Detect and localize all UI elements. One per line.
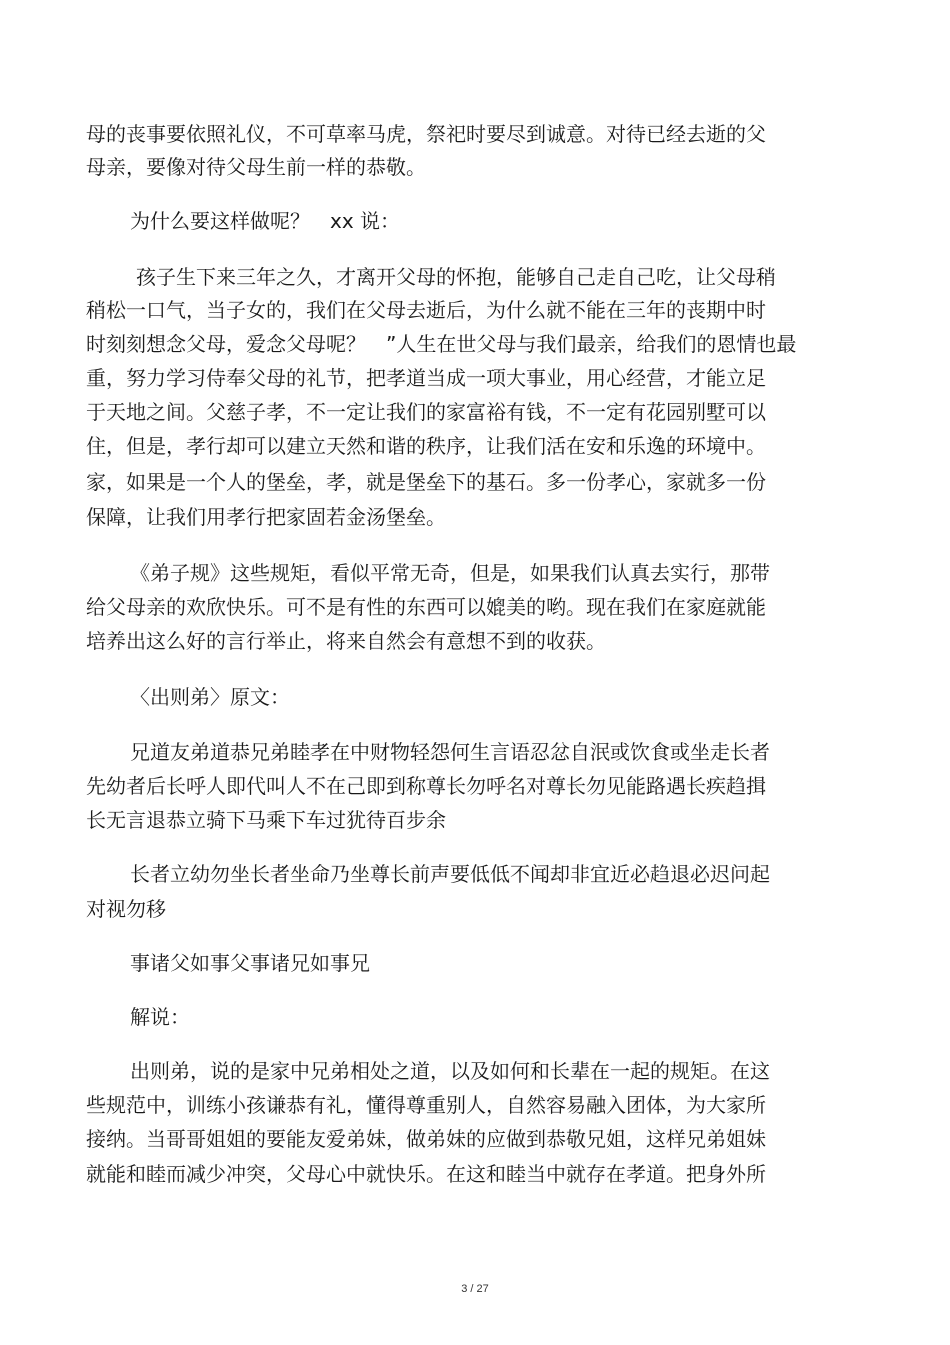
text-line: 培养出这么好的言行举止，将来自然会有意想不到的收获。: [86, 629, 606, 653]
text-line: 《弟子规》这些规矩，看似平常无奇，但是，如果我们认真去实行，那带: [130, 561, 770, 585]
text-line: 〈出则弟〉原文：: [130, 685, 290, 709]
text-line: 出则弟，说的是家中兄弟相处之道，以及如何和长辈在一起的规矩。在这: [130, 1059, 770, 1083]
text-line: 些规范中，训练小孩谦恭有礼，懂得尊重别人，自然容易融入团体，为大家所: [86, 1093, 766, 1117]
text-line: 时刻刻想念父母，爱念父母呢？ ”人生在世父母与我们最亲，给我们的恩情也最: [86, 332, 797, 356]
text-line: 家，如果是一个人的堡垒，孝，就是堡垒下的基石。多一份孝心，家就多一份: [86, 470, 766, 494]
text-line: 就能和睦而减少冲突，父母心中就快乐。在这和睦当中就存在孝道。把身外所: [86, 1162, 766, 1186]
text-line: 兄道友弟道恭兄弟睦孝在中财物轻怨何生言语忍忿自泯或饮食或坐走长者: [130, 740, 770, 764]
page-number: 3 / 27: [461, 1283, 489, 1295]
text-line: 事诸父如事父事诸兄如事兄: [130, 951, 370, 975]
text-line: 住，但是，孝行却可以建立天然和谐的秩序，让我们活在安和乐逸的环境中。: [86, 434, 766, 458]
text-line: 稍松一口气，当子女的，我们在父母去逝后，为什么就不能在三年的丧期中时: [86, 298, 766, 322]
text-line: 重，努力学习侍奉父母的礼节，把孝道当成一项大事业，用心经营，才能立足: [86, 366, 766, 390]
text-line: 为什么要这样做呢？ xx 说：: [130, 209, 401, 233]
text-line: 先幼者后长呼人即代叫人不在己即到称尊长勿呼名对尊长勿见能路遇长疾趋揖: [86, 774, 766, 798]
text-line: 解说：: [130, 1005, 190, 1029]
text-line: 于天地之间。父慈子孝，不一定让我们的家富裕有钱，不一定有花园别墅可以: [86, 400, 766, 424]
text-line: 长无言退恭立骑下马乘下车过犹待百步余: [86, 808, 446, 832]
text-line: 给父母亲的欢欣快乐。可不是有性的东西可以媲美的哟。现在我们在家庭就能: [86, 595, 766, 619]
text-line: 对视勿移: [86, 897, 166, 921]
text-line: 保障，让我们用孝行把家固若金汤堡垒。: [86, 505, 446, 529]
text-line: 接纳。当哥哥姐姐的要能友爱弟妹，做弟妹的应做到恭敬兄姐，这样兄弟姐妹: [86, 1127, 766, 1151]
text-line: 孩子生下来三年之久，才离开父母的怀抱，能够自己走自己吃，让父母稍: [136, 265, 776, 289]
text-line: 母的丧事要依照礼仪，不可草率马虎，祭祀时要尽到诚意。对待已经去逝的父: [86, 122, 766, 146]
text-line: 长者立幼勿坐长者坐命乃坐尊长前声要低低不闻却非宜近必趋退必迟问起: [130, 862, 770, 886]
text-line: 母亲，要像对待父母生前一样的恭敬。: [86, 155, 426, 179]
